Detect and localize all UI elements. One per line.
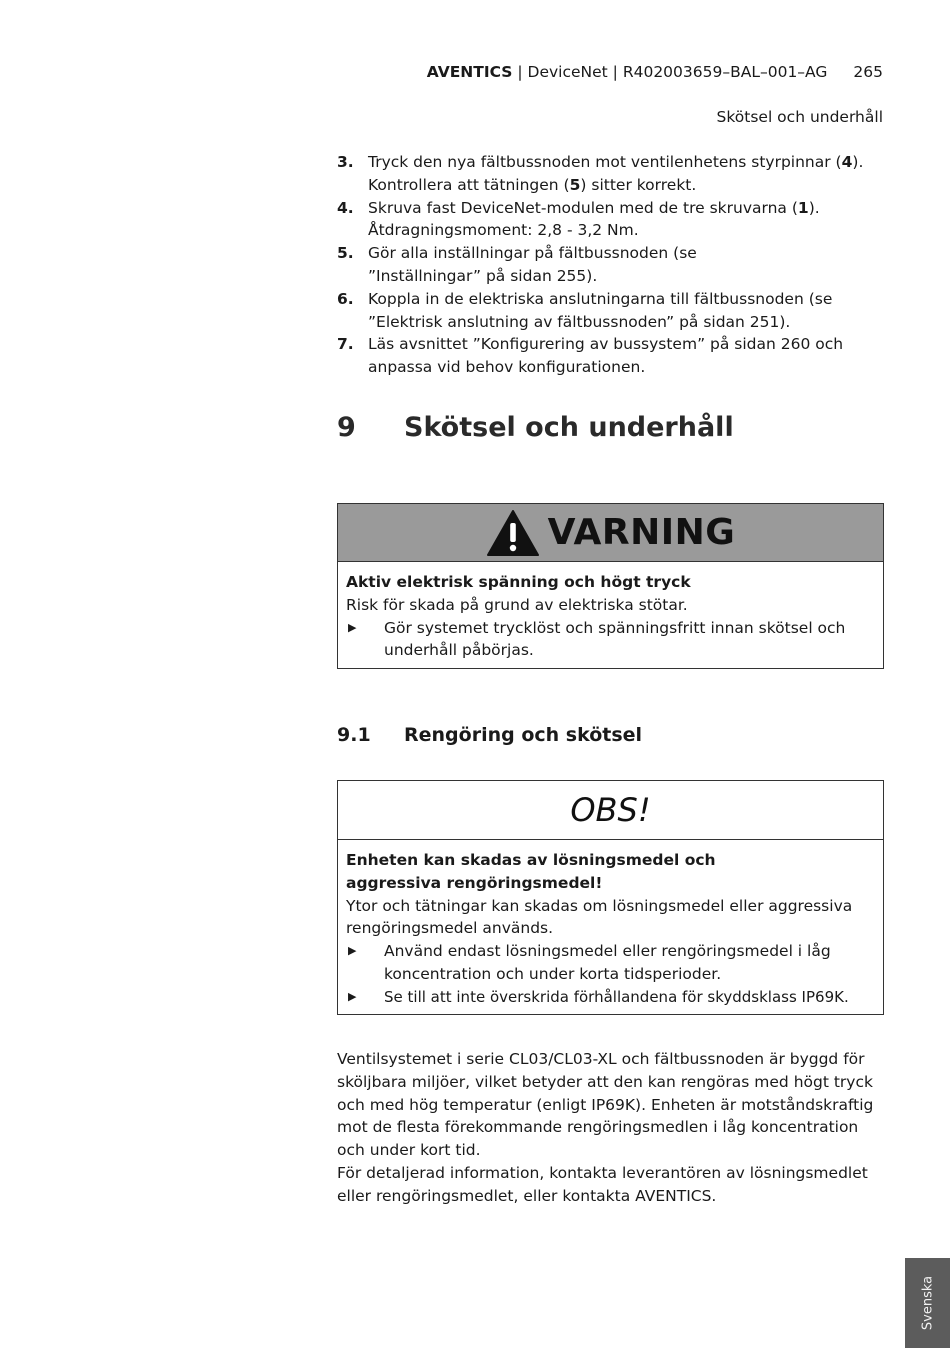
section-heading xyxy=(337,724,642,746)
bullet-text: Gör systemet trycklöst och spänningsfritt innan skötsel och underhåll påbörjas. xyxy=(384,618,846,660)
brand-name: AVENTICS xyxy=(426,63,513,81)
warning-header xyxy=(338,504,883,562)
chapter-number: 9 xyxy=(337,412,356,443)
chapter-heading xyxy=(337,412,734,443)
step-text: Tryck den nya fältbussnoden mot ventilenhetens styrpinnar (4). Kontrollera att tätningen (5) sitter korrekt. xyxy=(368,153,864,194)
list-item xyxy=(346,986,874,1009)
step-number: 5. xyxy=(337,244,354,263)
list-item xyxy=(346,940,874,986)
step-number: 4. xyxy=(337,198,354,217)
list-item xyxy=(337,333,883,379)
section-number: 9.1 xyxy=(337,724,371,746)
warning-text: Risk för skada på grund av elektriska stötar. xyxy=(346,595,688,614)
page-number: 265 xyxy=(853,63,883,81)
step-text: Läs avsnittet ”Konfigurering av bussystem” på sidan 260 och anpassa vid behov konfigurationen. xyxy=(368,335,844,377)
step-number: 3. xyxy=(337,153,354,171)
step-text: Koppla in de elektriska anslutningarna till fältbussnoden (se ”Elektrisk anslutning av fältbussnoden” på sidan 251). xyxy=(368,289,833,331)
bullet-arrow-icon: ▶ xyxy=(348,620,357,634)
paragraph-text: För detaljerad information, kontakta leverantören av lösningsmedlet eller rengöringsmedlet, eller kontakta AVENTICS. xyxy=(337,1163,868,1205)
list-item xyxy=(337,242,883,288)
running-header xyxy=(427,63,883,81)
step-text: Gör alla inställningar på fältbussnoden (se ”Inställningar” på sidan 255). xyxy=(368,244,697,285)
step-text: Skruva fast DeviceNet-modulen med de tre skruvarna (1). Åtdragningsmoment: 2,8 - 3,2 Nm. xyxy=(368,198,820,240)
body-paragraph xyxy=(337,1048,885,1208)
list-item xyxy=(337,197,883,243)
warning-heading: Aktiv elektrisk spänning och högt tryck xyxy=(346,573,691,591)
warning-box xyxy=(337,503,884,669)
language-tab xyxy=(905,1258,950,1348)
section-title: Rengöring och skötsel xyxy=(404,724,643,746)
paragraph-text: Ventilsystemet i serie CL03/CL03-XL och fältbussnoden är byggd för sköljbara miljöer, vilket betyder att den kan rengöras med högt tryck och med hög temperatur (enligt IP69K). Enheten är motståndskraftig mot de flesta förekommande rengöringsmedlen i låg koncentration och under kort tid. xyxy=(337,1050,874,1160)
step-list xyxy=(337,151,883,379)
bullet-text: Använd endast lösningsmedel eller rengöringsmedel i låg koncentration och under korta tidsperioder. xyxy=(384,942,831,983)
warning-triangle-icon xyxy=(486,509,540,557)
warning-title: VARNING xyxy=(547,512,736,553)
notice-box xyxy=(337,780,884,1015)
bullet-text: Se till att inte överskrida förhållandena för skyddsklass IP69K. xyxy=(384,987,849,1006)
bullet-arrow-icon: ▶ xyxy=(348,944,357,958)
bullet-arrow-icon: ▶ xyxy=(348,989,357,1003)
list-item xyxy=(346,617,874,663)
document-id: | DeviceNet | R402003659–BAL–001–AG xyxy=(512,63,828,81)
running-section-title: Skötsel och underhåll xyxy=(716,108,883,126)
step-number: 7. xyxy=(337,335,354,354)
notice-heading: Enheten kan skadas av lösningsmedel och aggressiva rengöringsmedel! xyxy=(346,851,716,892)
list-item xyxy=(337,151,883,197)
notice-text: Ytor och tätningar kan skadas om lösningsmedel eller aggressiva rengöringsmedel används. xyxy=(346,896,853,938)
list-item xyxy=(337,288,883,334)
step-number: 6. xyxy=(337,289,354,308)
notice-title: OBS! xyxy=(570,791,651,829)
chapter-title: Skötsel och underhåll xyxy=(404,412,734,443)
warning-body xyxy=(338,562,883,662)
language-label: Svenska xyxy=(920,1275,935,1331)
notice-body xyxy=(338,840,883,1009)
notice-header xyxy=(338,781,883,840)
